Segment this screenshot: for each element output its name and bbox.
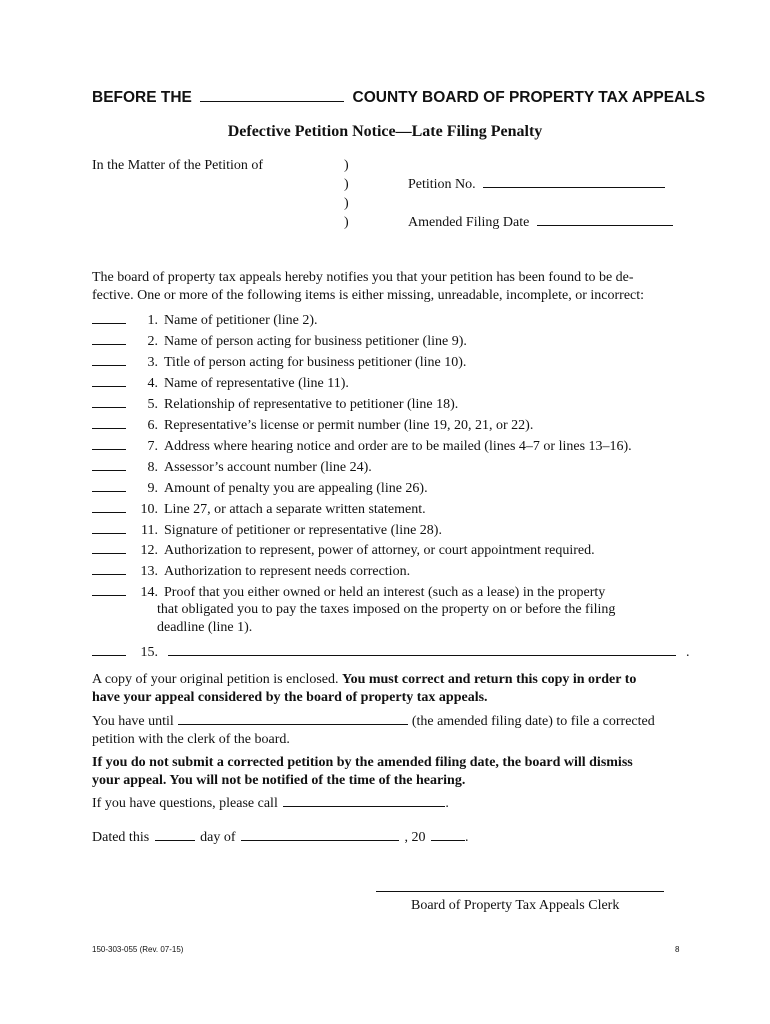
- checklist-item: [92, 585, 605, 601]
- checklist-item-number: 7.: [147, 438, 158, 454]
- form-number: 150-303-055 (Rev. 07-15): [92, 945, 184, 954]
- checklist-item-number: 6.: [147, 417, 158, 433]
- checklist-item-text: Name of representative (line 11).: [164, 375, 349, 391]
- questions-row: [92, 795, 682, 813]
- paren-4: ): [344, 215, 349, 230]
- warning-paragraph: [92, 754, 682, 790]
- checklist-item-text: Proof that you either owned or held an interest (such as a lease) in the property: [164, 585, 606, 601]
- checklist-item-number: 2.: [147, 333, 158, 349]
- checklist-item: [92, 481, 428, 497]
- checklist-item: [92, 334, 467, 350]
- checklist-item-blank[interactable]: [92, 385, 126, 387]
- checklist-item: [92, 376, 349, 392]
- checklist-item: [92, 502, 426, 518]
- checklist-item: [92, 397, 458, 413]
- checklist-item-number: 5.: [147, 396, 158, 412]
- paren-2: ): [344, 177, 349, 192]
- checklist-item-number: 1.: [147, 313, 158, 328]
- matter-label: In the Matter of the Petition of: [92, 158, 264, 173]
- checklist-item: [92, 543, 595, 559]
- amended-date-label: Amended Filing Date: [408, 215, 530, 230]
- checklist-item-text: Relationship of representative to petitioner (line 18).: [164, 396, 459, 412]
- dated-month-field[interactable]: [241, 839, 399, 841]
- petition-no-row: [408, 177, 665, 193]
- dated-prefix: Dated this: [92, 830, 150, 845]
- header-before: BEFORE THE: [92, 89, 192, 106]
- intro-paragraph: [92, 269, 682, 305]
- checklist-item-number: 3.: [147, 354, 158, 370]
- until-paragraph: [92, 713, 682, 749]
- questions-label: If you have questions, please call: [92, 796, 278, 811]
- dated-year-field[interactable]: [431, 839, 465, 841]
- item-15-row: [92, 645, 690, 661]
- checklist-item-text: Signature of petitioner or representative (line 28).: [164, 522, 442, 538]
- checklist-item: [92, 460, 372, 476]
- checklist-item-text: Name of petitioner (line 2).: [164, 313, 318, 328]
- until-before: You have until: [92, 714, 174, 729]
- copy-bold-1: You must correct and return this copy in order to: [342, 672, 637, 687]
- checklist-item-text: Amount of penalty you are appealing (line 26).: [164, 480, 428, 496]
- signature-label: Board of Property Tax Appeals Clerk: [411, 898, 620, 913]
- item-15-check-blank[interactable]: [92, 654, 126, 656]
- copy-bold-2: have your appeal considered by the board of property tax appeals.: [92, 690, 488, 705]
- item-15-period: .: [686, 645, 690, 660]
- item-15-number: 15.: [140, 645, 158, 660]
- checklist-item: [92, 564, 410, 580]
- checklist-item: [92, 355, 466, 371]
- checklist-item-number: 13.: [140, 564, 158, 580]
- checklist-item: [92, 523, 442, 539]
- warning-line-2: your appeal. You will not be notified of the time of the hearing.: [92, 773, 466, 788]
- until-line-2: petition with the clerk of the board.: [92, 732, 290, 747]
- checklist-item-number: 8.: [147, 459, 158, 475]
- paren-3: ): [344, 196, 349, 211]
- signature-line[interactable]: [376, 890, 664, 892]
- checklist-item-number: 9.: [147, 480, 158, 496]
- until-date-field[interactable]: [178, 723, 408, 725]
- checklist-item-blank[interactable]: [92, 364, 126, 366]
- phone-field[interactable]: [283, 805, 445, 807]
- checklist-item-number: 14.: [140, 585, 158, 601]
- petition-no-label: Petition No.: [408, 177, 476, 192]
- checklist-item-blank[interactable]: [92, 490, 126, 492]
- checklist-item-blank[interactable]: [92, 406, 126, 408]
- checklist-item-blank[interactable]: [92, 322, 126, 324]
- checklist-item: [92, 418, 533, 434]
- amended-date-field[interactable]: [537, 224, 673, 226]
- checklist-item-blank[interactable]: [92, 343, 126, 345]
- header-after: COUNTY BOARD OF PROPERTY TAX APPEALS: [352, 89, 706, 106]
- checklist-item-text: Representative’s license or permit number (line 19, 20, 21, or 22).: [164, 417, 534, 433]
- checklist-item-blank[interactable]: [92, 573, 126, 575]
- item-14-line-2: that obligated you to pay the taxes imposed on the property on or before the filing: [157, 602, 616, 617]
- item-15-text-field[interactable]: [168, 654, 676, 656]
- checklist-item-number: 12.: [140, 543, 158, 559]
- intro-line-1: The board of property tax appeals hereby notifies you that your petition has been found to be de-: [92, 270, 634, 285]
- checklist-item-number: 11.: [141, 522, 158, 538]
- form-header: [92, 89, 705, 107]
- amended-date-row: [408, 215, 673, 231]
- warning-line-1: If you do not submit a corrected petition by the amended filing date, the board will dismiss: [92, 755, 633, 770]
- dated-end: .: [465, 830, 469, 845]
- checklist-item-blank[interactable]: [92, 594, 126, 596]
- dated-row: [92, 829, 682, 847]
- checklist-item-blank[interactable]: [92, 448, 126, 450]
- checklist-item-blank[interactable]: [92, 511, 126, 513]
- checklist-item-blank[interactable]: [92, 532, 126, 534]
- copy-plain: A copy of your original petition is enclosed.: [92, 672, 343, 687]
- checklist-item-text: Name of person acting for business petitioner (line 9).: [164, 333, 467, 349]
- checklist-item-text: Authorization to represent needs correction.: [164, 564, 411, 580]
- checklist-item-text: Address where hearing notice and order are to be mailed (lines 4–7 or lines 13–16).: [164, 438, 632, 454]
- checklist-item-number: 10.: [140, 501, 158, 517]
- checklist-item-text: Title of person acting for business petitioner (line 10).: [164, 354, 467, 370]
- checklist-item-number: 4.: [147, 375, 158, 391]
- checklist-item: [92, 439, 632, 455]
- county-blank[interactable]: [200, 100, 344, 102]
- dated-day-of: day of: [200, 830, 236, 845]
- paren-1: ): [344, 158, 349, 173]
- checklist-item-blank[interactable]: [92, 552, 126, 554]
- item-14-line-3: deadline (line 1).: [157, 620, 253, 635]
- checklist-item-text: Line 27, or attach a separate written statement.: [164, 501, 426, 517]
- questions-period: .: [445, 796, 449, 811]
- form-title: Defective Petition Notice—Late Filing Penalty: [227, 123, 543, 140]
- checklist-item-text: Assessor’s account number (line 24).: [164, 459, 372, 475]
- dated-day-field[interactable]: [155, 839, 195, 841]
- until-after: (the amended filing date) to file a corrected: [411, 714, 655, 729]
- intro-line-2: fective. One or more of the following items is either missing, unreadable, incomplete, or incorrect:: [92, 288, 645, 303]
- page-number: 8: [675, 945, 680, 954]
- dated-year-prefix: , 20: [404, 830, 426, 845]
- petition-no-field[interactable]: [483, 186, 665, 188]
- copy-paragraph: [92, 671, 682, 707]
- checklist-item: [92, 313, 318, 329]
- checklist-item-blank[interactable]: [92, 469, 126, 471]
- checklist-item-text: Authorization to represent, power of attorney, or court appointment required.: [164, 543, 595, 559]
- checklist-item-blank[interactable]: [92, 427, 126, 429]
